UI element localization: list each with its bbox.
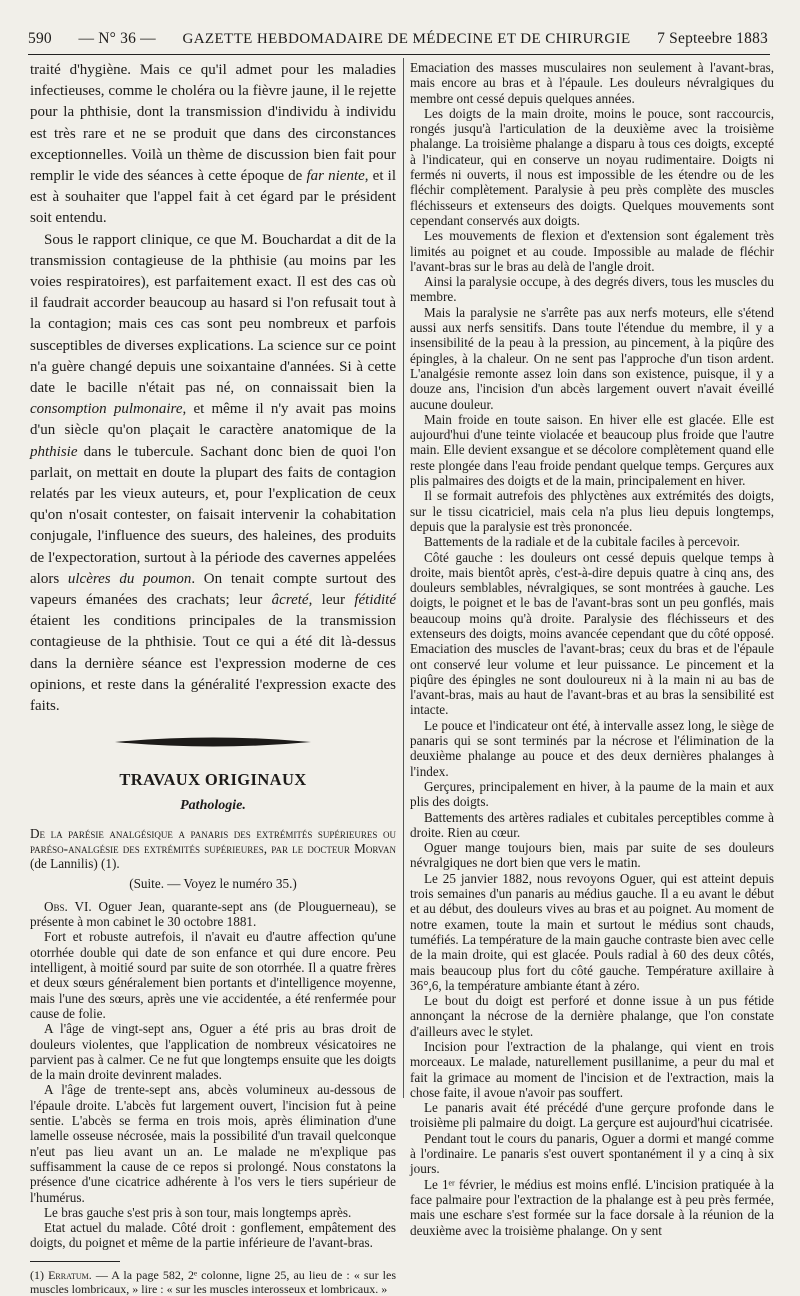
paragraph: Obs. VI. Oguer Jean, quarante-sept ans (de Plouguerneau), se présente à mon cabinet le 30 octobre 1881.	[30, 898, 396, 930]
paragraph: Sous le rapport clinique, ce que M. Bouchardat a dit de la transmission contagieuse de la phthisie (au moins par les voies respiratoires), est parfaitement exact. Il est des cas où il faudrait accorder beaucoup au hasard si l'on refusait tout à la contagion; mais ces cas sont peu nombreux et parfois susceptibles de diverses explications. La science sur ce point n'a guère changé depuis une soixantaine d'années. Si à cette date le bacille n'était pas né, on connaissait bien la consomption pulmonaire, et même il n'y avait pas moins d'un siècle qu'on plaçait le caractère anatomique de la phthisie dans le tubercule. Sachant donc bien de quoi l'on parlait, on mettait en doute la plupart des faits de contagion relatés par les vieux auteurs, et, pour l'explication de ceux qu'on n'osait contester, on faisait intervenir la cohabitation conjugale, l'influence des sueurs, des haleines, des produits de l'expectoration, surtout à la période des cavernes appelées alors ulcères du poumon. On tenait compte surtout des vapeurs émanées des crachats; leur âcreté, leur fétidité étaient les conditions principales de la transmission contagieuse de la phthisie. Tout ce qui a été dit là-dessus dans la dernière séance est l'expression moderne de ces opinions, et reste dans la généralité l'expression exacte des faits.	[30, 231, 397, 715]
section-title: TRAVAUX ORIGINAUX	[119, 770, 307, 790]
continuation-note: (Suite. — Voyez le numéro 35.)	[129, 875, 297, 891]
paragraph: Incision pour l'extraction de la phalange, qui vient en trois morceaux. Le malade, naturellement pusillanime, a peur du mal et fait la grimace au moment de l'incision et de l'extraction, mais la chose faite, il avoue n'avoir pas souffert.	[410, 1039, 774, 1100]
journal-title: GAZETTE HEBDOMADAIRE DE MÉDECINE ET DE CHIRURGIE	[182, 31, 631, 47]
paragraph: Emaciation des masses musculaires non seulement à l'avant-bras, mais encore au bras et à l'épaule. Les douleurs névralgiques du membre ont cessé depuis quelques années.	[410, 60, 774, 106]
paragraph: Mais la paralysie ne s'arrête pas aux nerfs moteurs, elle s'étend aussi aux nerfs sensitifs. Dans toute l'étendue du membre, il y a insensibilité de la peau à la pression, au pincement, à la piqûre des épingles, à la chaleur. On ne sent pas l'approche d'un tison ardent. L'analgésie remonte assez loin dans son existence, puisque, il y a douze ans, l'incision d'un abcès largement ouvert n'avait éveillé aucune douleur.	[410, 304, 774, 412]
paragraph: traité d'hygiène. Mais ce qu'il admet pour les maladies infectieuses, comme le choléra ou la fièvre jaune, il le rejette pour la phthisie, dont la transmission d'individu à individu est très rare et ne se produit que dans des circonstances exceptionnelles. Voilà un thème de discussion bien fait pour remplir le vide des séances à cette époque de far niente, et il est à souhaiter que l'appel fait à cet égard par le président soit entendu.	[30, 62, 396, 227]
page-number: 590	[28, 30, 52, 47]
issue-number: — N° 36 —	[78, 30, 156, 47]
left-column	[30, 60, 396, 1296]
paragraph: A l'âge de trente-sept ans, abcès volumineux au-dessous de l'épaule droite. L'abcès fut largement ouvert, l'incision fut à peine sentie. L'abcès se ferma en trois mois, après élimination d'une lamelle osseuse nécrosée, mais la possibilité d'un travail quelconque n'eut pas lieu avant un an. Le malade ne m'explique pas suffisamment la cause de ce repos si prolongé. Nous constatons la présence d'une cicatrice adhérente à l'os vers le tiers supérieur de l'humérus.	[30, 1082, 396, 1205]
paragraph: Battements de la radiale et de la cubitale faciles à percevoir.	[424, 534, 740, 550]
paragraph: Gerçures, principalement en hiver, à la paume de la main et aux plis des doigts.	[410, 778, 774, 810]
column-divider	[403, 58, 404, 1098]
paragraph: Ainsi la paralysie occupe, à des degrés divers, tous les muscles du membre.	[410, 274, 774, 305]
paragraph: Le pouce et l'indicateur ont été, à intervalle assez long, le siège de panaris qui se sont terminés par la nécrose et l'élimination de la deuxième phalange au pouce et des deux dernières phalanges à l'index.	[410, 717, 774, 779]
paragraph: Battements des artères radiales et cubitales perceptibles comme à droite. Rien au cœur.	[410, 809, 774, 840]
paragraph: Il se formait autrefois des phlyctènes aux extrémités des doigts, sur le tissu cicatriciel, mais cela n'a plus lieu depuis longtemps, depuis que la paralysie est très prononcée.	[410, 488, 774, 534]
paragraph: Le panaris avait été précédé d'une gerçure profonde dans le troisième pli palmaire du doigt. La gerçure est aujourd'hui cicatrisée.	[410, 1100, 774, 1131]
header-rule	[28, 54, 770, 55]
paragraph: Les doigts de la main droite, moins le pouce, sont raccourcis, rongés jusqu'à l'articulation de la deuxième avec la troisième phalange. La troisième phalange a disparu à tous ces doigts, excepté à l'indicateur, qui en conserve un noyau rudimentaire. Doigts ni fermés ni ouverts, il nous est impossible de les étendre ou de les fléchir complètement. Paralysie à peu près complète des muscles fléchisseurs et extenseurs des doigts. Quelques mouvements sont cependant conservés aux doigts.	[410, 105, 774, 228]
footnote-rule	[30, 1261, 120, 1262]
paragraph: Main froide en toute saison. En hiver elle est glacée. Elle est aujourd'hui d'une teinte violacée et beaucoup plus froide que l'autre main. Elle devient exsangue et se décolore complètement quand elle reste plongée dans l'eau froide pendant quelque temps. Gerçures aux plis palmaires des doigts et de la main, principalement en hiver.	[410, 411, 774, 489]
paragraph: Le 1ᵉʳ février, le médius est moins enflé. L'incision pratiquée à la face palmaire pour l'extraction de la phalange est à peu près fermée, mais une eschare s'est formée sur la face dorsale à la réunion de la deuxième avec la troisième phalange. On y sent	[410, 1176, 774, 1238]
paragraph: Les mouvements de flexion et d'extension sont également très limités au poignet et au coude. Impossible au malade de fléchir l'avant-bras sur le bras au delà de l'angle droit.	[410, 228, 774, 274]
article-title: De la parésie analgésique a panaris des extrémités supérieures ou paréso-analgésie des extrémités supérieures, par le docteur Morvan (de Lannilis) (1).	[30, 825, 396, 872]
footnote: (1) Erratum. — A la page 582, 2ᵉ colonne, ligne 25, au lieu de : « sur les muscles lombricaux, » lire : « sur les muscles interosseux et lombricaux. »	[30, 1267, 397, 1296]
paragraph: A l'âge de vingt-sept ans, Oguer a été pris au bras droit de douleurs violentes, que l'application de nombreux vésicatoires ne parvient pas à calmer. Ce ne fut que longtemps ensuite que les doigts de la main droite devinrent malades.	[30, 1021, 396, 1083]
paragraph: Etat actuel du malade. Côté droit : gonflement, empâtement des doigts, du poignet et même de la partie inférieure de l'avant-bras.	[30, 1220, 396, 1251]
paragraph: Oguer mange toujours bien, mais par suite de ses douleurs névralgiques ne dort bien que vers le matin.	[410, 840, 774, 871]
paragraph: Le bras gauche s'est pris à son tour, mais longtemps après.	[44, 1204, 352, 1220]
paragraph: Côté gauche : les douleurs ont cessé depuis quelque temps à droite, mais bientôt après, c'est-à-dire depuis quatre à cinq ans, des douleurs semblables, névralgiques, se sont montrées à gauche. Les doigts, le poignet et le bas de l'avant-bras sont un peu gonflés, mais beaucoup moins qu'à droite. Paralysie des fléchisseurs et des extenseurs des doigts, moins avancée cependant que du côté opposé. Emaciation des muscles de l'avant-bras; ceux du bras et de l'épaule ont conservé leur volume et leur puissance. Le pincement et la piqûre des épingles ne sont douloureux ni à la main ni au bas de l'avant-bras, mais au haut de l'avant-bras et au bras la sensibilité est intacte.	[410, 549, 774, 718]
section-subtitle: Pathologie.	[180, 797, 246, 813]
right-column	[410, 60, 774, 1238]
fleuron-icon	[113, 735, 313, 749]
paragraph: Le 25 janvier 1882, nous revoyons Oguer, qui est atteint depuis trois semaines d'un panaris au médius gauche. Il a eu avant le début et au début, des douleurs vives au bras et au poignet. Au moment de notre examen, toute la main et surtout le médius sont chauds, tuméfiés. La température de la main gauche contraste bien avec celle de la main droite, qui est glacée. Pouls radial à 60 des deux côtés, mais beaucoup plus fort du côté gauche. Température axillaire à 36°,6, la température ambiante étant à zéro.	[410, 870, 774, 993]
paragraph: Le bout du doigt est perforé et donne issue à un pus fétide annonçant la nécrose de la dernière phalange, que l'on constate d'ailleurs avec le stylet.	[410, 993, 774, 1039]
paragraph: Pendant tout le cours du panaris, Oguer a dormi et mangé comme à l'ordinaire. Le panaris s'est ouvert spontanément il y a cinq à six jours.	[410, 1130, 774, 1177]
issue-date: 7 Septeebre 1883	[657, 30, 768, 47]
running-header	[28, 30, 768, 52]
ornament-divider	[30, 727, 396, 757]
paragraph: Fort et robuste autrefois, il n'avait eu d'autre affection qu'une otorrhée double qui date de son enfance et qui dure encore. Peu intelligent, à moitié sourd par suite de son otorrhée. Il a quatre frères et deux sœurs généralement bien portants et d'intelligence moyenne, mais l'une des sœurs, après une vie accidentée, a été renfermée pour cause de folie.	[30, 929, 396, 1021]
